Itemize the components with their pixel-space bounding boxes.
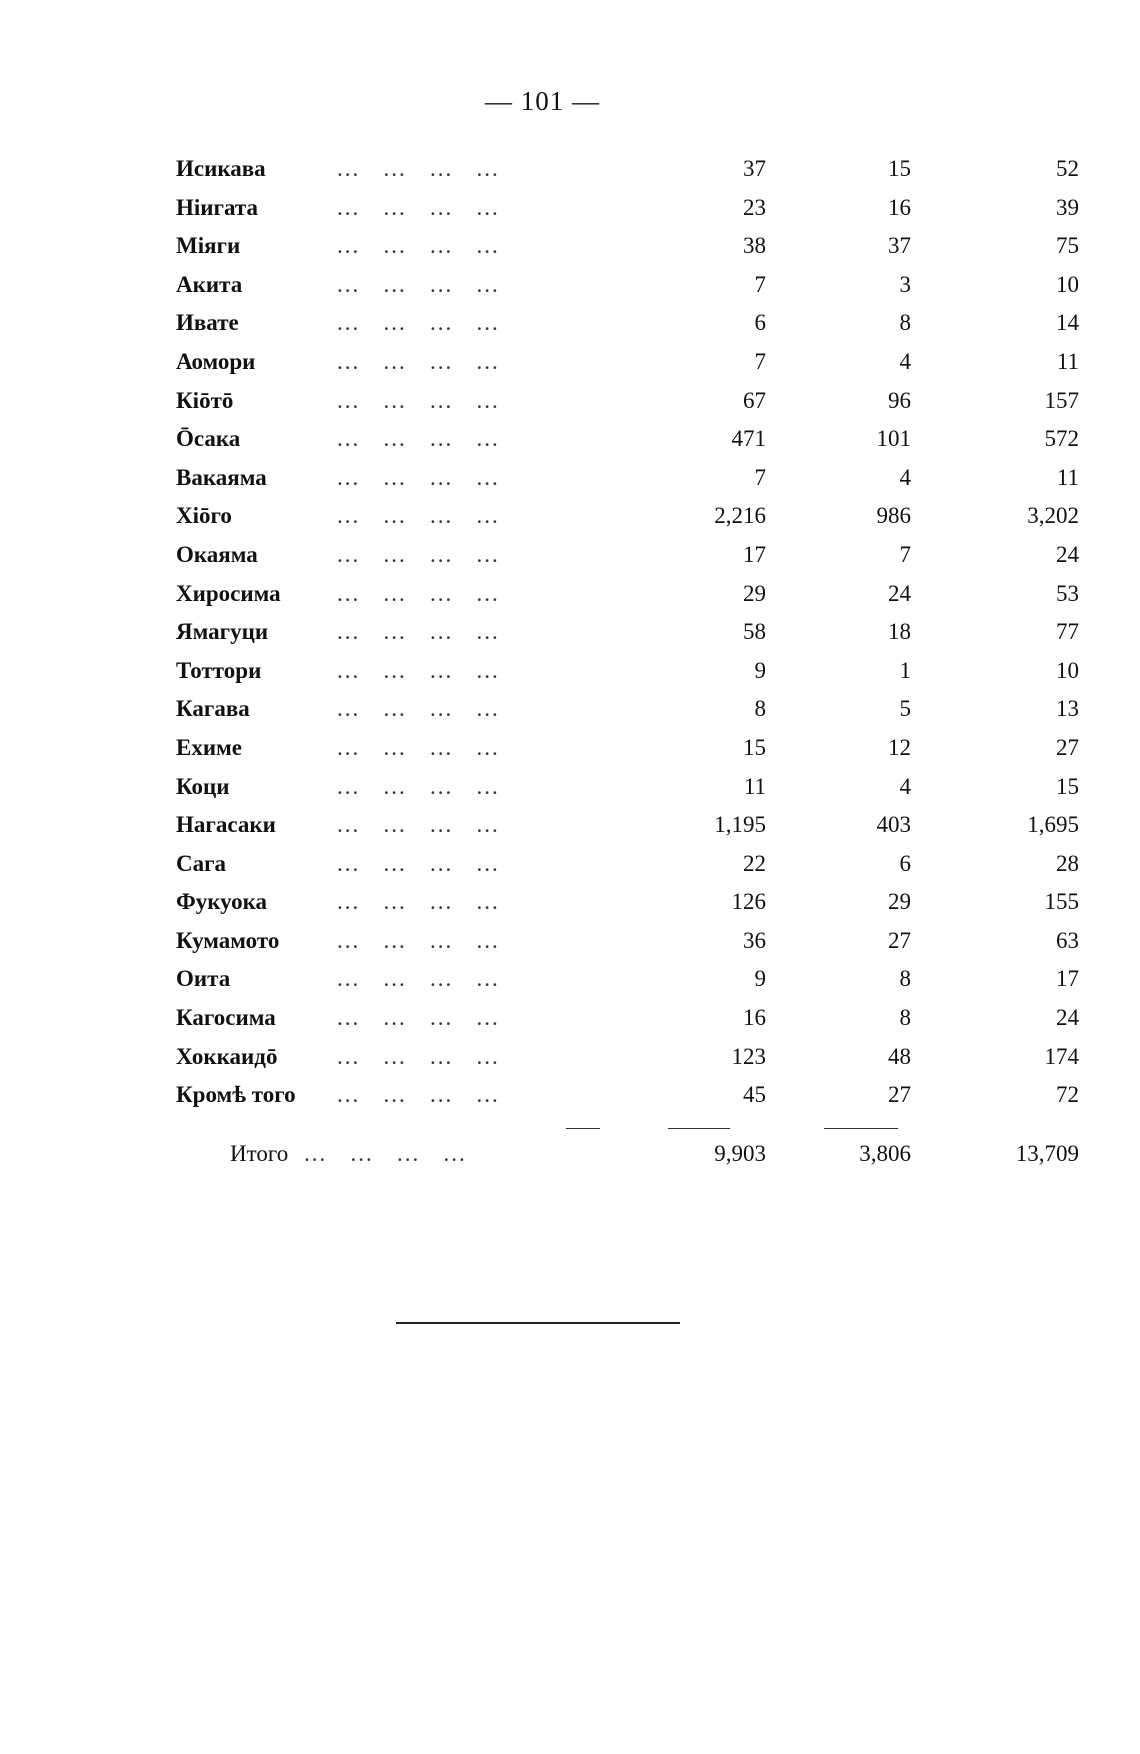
value-c: 28	[1056, 850, 1079, 876]
table-row	[176, 150, 1079, 189]
value-a: 38	[743, 233, 766, 259]
value-b: 7	[899, 541, 911, 567]
region-name: Коци	[176, 773, 230, 799]
table-row	[176, 613, 1079, 652]
leader-dots: ... ... ... ...	[306, 310, 500, 336]
table-row	[176, 536, 1079, 575]
value-c: 174	[1044, 1043, 1079, 1069]
region-name: Хіōго	[176, 503, 232, 529]
region-name: Вакаяма	[176, 464, 267, 490]
leader-dots: ... ... ... ...	[306, 734, 500, 760]
leader-dots: ... ... ... ...	[306, 773, 500, 799]
region-name: Ехимe	[176, 734, 242, 760]
value-c: 13	[1056, 696, 1079, 722]
total-value-b: 3,806	[859, 1141, 911, 1166]
value-a: 67	[743, 387, 766, 413]
value-b: 8	[899, 1005, 911, 1031]
value-c: 77	[1056, 619, 1079, 645]
value-a: 17	[743, 541, 766, 567]
value-a: 36	[743, 927, 766, 953]
value-a: 7	[754, 464, 766, 490]
table-row	[176, 999, 1079, 1038]
region-name: Ніигата	[176, 194, 258, 220]
statistics-table	[176, 150, 1079, 1115]
value-a: 22	[743, 850, 766, 876]
value-a: 9	[754, 966, 766, 992]
value-c: 14	[1056, 310, 1079, 336]
value-c: 1,695	[1027, 812, 1079, 838]
leader-dots: ... ... ... ...	[306, 541, 500, 567]
table-row	[176, 768, 1079, 807]
value-b: 101	[876, 426, 911, 452]
total-label: Итого	[230, 1141, 289, 1166]
value-b: 8	[899, 310, 911, 336]
table-row	[176, 575, 1079, 614]
region-name: Исикава	[176, 156, 266, 181]
table-row	[176, 343, 1079, 382]
leader-dots: ... ... ... ...	[306, 657, 500, 683]
value-a: 8	[754, 696, 766, 722]
table-row	[176, 806, 1079, 845]
leader-dots: ... ... ... ...	[306, 464, 500, 490]
table-row	[176, 845, 1079, 884]
leader-dots: ... ... ... ...	[304, 1141, 467, 1166]
value-a: 58	[743, 619, 766, 645]
value-a: 471	[731, 426, 766, 452]
leader-dots: ... ... ... ...	[306, 426, 500, 452]
table-row	[176, 227, 1079, 266]
value-a: 126	[731, 889, 766, 915]
region-name: Ямагуци	[176, 619, 269, 645]
leader-dots: ... ... ... ...	[306, 1082, 500, 1108]
value-a: 45	[743, 1082, 766, 1108]
value-c: 155	[1044, 889, 1079, 915]
table-row	[176, 189, 1079, 228]
value-b: 18	[888, 619, 911, 645]
value-b: 4	[899, 773, 911, 799]
value-c: 24	[1056, 1005, 1079, 1031]
leader-dots: ... ... ... ...	[306, 1005, 500, 1031]
value-c: 75	[1056, 233, 1079, 259]
table-row	[176, 420, 1079, 459]
value-b: 4	[899, 464, 911, 490]
value-a: 11	[743, 773, 766, 799]
value-a: 123	[731, 1043, 766, 1069]
leader-dots: ... ... ... ...	[306, 850, 500, 876]
value-b: 6	[899, 850, 911, 876]
value-a: 9	[754, 657, 766, 683]
leader-dots: ... ... ... ...	[306, 387, 500, 413]
leader-dots: ... ... ... ...	[306, 271, 500, 297]
value-c: 39	[1056, 194, 1079, 220]
table-row	[176, 304, 1079, 343]
value-a: 7	[754, 271, 766, 297]
value-c: 72	[1056, 1082, 1079, 1108]
table-row	[176, 652, 1079, 691]
value-a: 2,216	[714, 503, 766, 529]
table-row	[176, 883, 1079, 922]
value-c: 10	[1056, 657, 1079, 683]
value-a: 7	[754, 348, 766, 374]
column-a-sum-rule	[566, 1128, 600, 1129]
end-rule	[396, 1322, 680, 1324]
region-name: Кумамото	[176, 927, 280, 953]
table-row	[176, 922, 1079, 961]
value-c: 157	[1044, 387, 1079, 413]
value-c: 11	[1056, 348, 1079, 374]
value-a: 6	[754, 310, 766, 336]
value-c: 24	[1056, 541, 1079, 567]
region-name: Аомори	[176, 348, 256, 374]
region-name: Иватe	[176, 310, 239, 336]
region-name: Акита	[176, 271, 243, 297]
value-b: 24	[888, 580, 911, 606]
value-b: 1	[899, 657, 911, 683]
table-row	[176, 1076, 1079, 1115]
region-name: Фукуока	[176, 889, 268, 915]
value-a: 1,195	[714, 812, 766, 838]
table-row	[176, 266, 1079, 305]
value-b: 29	[888, 889, 911, 915]
region-name: Кагава	[176, 696, 250, 722]
leader-dots: ... ... ... ...	[306, 348, 500, 374]
value-b: 27	[888, 927, 911, 953]
region-name: Міяги	[176, 233, 241, 259]
region-name: Сага	[176, 850, 227, 876]
region-name: Окаяма	[176, 541, 258, 567]
value-c: 63	[1056, 927, 1079, 953]
value-a: 15	[743, 734, 766, 760]
value-a: 23	[743, 194, 766, 220]
region-name: Тоттори	[176, 657, 262, 683]
region-name: Хоккаидō	[176, 1043, 278, 1069]
value-c: 3,202	[1027, 503, 1079, 529]
total-row	[176, 1134, 1079, 1174]
value-b: 12	[888, 734, 911, 760]
value-c: 52	[1056, 156, 1079, 181]
value-c: 572	[1044, 426, 1079, 452]
value-a: 37	[743, 156, 766, 181]
leader-dots: ... ... ... ...	[306, 156, 500, 181]
value-b: 27	[888, 1082, 911, 1108]
leader-dots: ... ... ... ...	[306, 812, 500, 838]
region-name: Ōсака	[176, 426, 241, 452]
leader-dots: ... ... ... ...	[306, 889, 500, 915]
total-value-c: 13,709	[1015, 1141, 1079, 1166]
region-name: Нагасаки	[176, 812, 276, 838]
value-b: 96	[888, 387, 911, 413]
value-b: 48	[888, 1043, 911, 1069]
leader-dots: ... ... ... ...	[306, 619, 500, 645]
column-c-sum-rule	[824, 1128, 898, 1129]
leader-dots: ... ... ... ...	[306, 696, 500, 722]
value-c: 15	[1056, 773, 1079, 799]
value-c: 11	[1056, 464, 1079, 490]
value-b: 3	[899, 271, 911, 297]
table-row	[176, 729, 1079, 768]
table-row	[176, 459, 1079, 498]
value-a: 29	[743, 580, 766, 606]
region-name: Кагосима	[176, 1005, 276, 1031]
leader-dots: ... ... ... ...	[306, 580, 500, 606]
value-b: 403	[876, 812, 911, 838]
table-row	[176, 497, 1079, 536]
leader-dots: ... ... ... ...	[306, 927, 500, 953]
leader-dots: ... ... ... ...	[306, 1043, 500, 1069]
region-name: Хиросима	[176, 580, 281, 606]
value-b: 37	[888, 233, 911, 259]
page-number: — 101 —	[485, 86, 600, 116]
value-c: 27	[1056, 734, 1079, 760]
region-name: Кромѣ того	[176, 1082, 296, 1108]
value-b: 4	[899, 348, 911, 374]
value-b: 8	[899, 966, 911, 992]
total-value-a: 9,903	[714, 1141, 766, 1166]
value-b: 986	[876, 503, 911, 529]
leader-dots: ... ... ... ...	[306, 503, 500, 529]
table-row	[176, 1038, 1079, 1077]
table-row	[176, 382, 1079, 421]
value-b: 16	[888, 194, 911, 220]
leader-dots: ... ... ... ...	[306, 966, 500, 992]
region-name: Оита	[176, 966, 231, 992]
value-c: 53	[1056, 580, 1079, 606]
value-c: 10	[1056, 271, 1079, 297]
column-b-sum-rule	[668, 1128, 730, 1129]
value-b: 5	[899, 696, 911, 722]
leader-dots: ... ... ... ...	[306, 194, 500, 220]
region-name: Кіōтō	[176, 387, 234, 413]
table-row	[176, 690, 1079, 729]
leader-dots: ... ... ... ...	[306, 233, 500, 259]
value-b: 15	[888, 156, 911, 181]
value-c: 17	[1056, 966, 1079, 992]
value-a: 16	[743, 1005, 766, 1031]
table-row	[176, 960, 1079, 999]
